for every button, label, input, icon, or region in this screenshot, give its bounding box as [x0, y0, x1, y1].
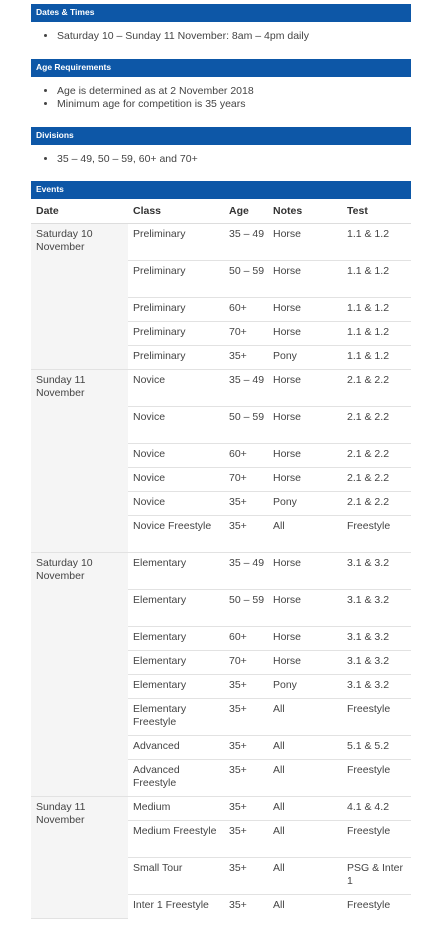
list-item: • Minimum age for competition is 35 years	[57, 98, 411, 111]
test-cell: 2.1 & 2.2	[342, 444, 411, 468]
class-cell: Preliminary	[128, 298, 224, 322]
age-cell: 35+	[224, 760, 268, 797]
test-cell: 1.1 & 1.2	[342, 346, 411, 370]
age-cell: 60+	[224, 444, 268, 468]
age-cell: 35+	[224, 736, 268, 760]
age-section	[31, 59, 411, 119]
test-cell: 3.1 & 3.2	[342, 590, 411, 627]
age-cell: 35+	[224, 797, 268, 821]
class-cell: Elementary	[128, 553, 224, 590]
age-cell: 35 – 49	[224, 224, 268, 261]
test-cell: Freestyle	[342, 895, 411, 919]
list-item: • Saturday 10 – Sunday 11 November: 8am – 4pm daily	[57, 30, 411, 43]
column-header-age: Age	[224, 199, 268, 224]
table-row	[31, 797, 411, 821]
age-cell: 35+	[224, 699, 268, 736]
notes-cell: Horse	[268, 553, 342, 590]
test-cell: 3.1 & 3.2	[342, 553, 411, 590]
class-cell: Preliminary	[128, 322, 224, 346]
age-cell: 70+	[224, 322, 268, 346]
table-row	[31, 553, 411, 590]
column-header-notes: Notes	[268, 199, 342, 224]
column-header-date: Date	[31, 199, 128, 224]
notes-cell: Horse	[268, 370, 342, 407]
age-cell: 50 – 59	[224, 261, 268, 298]
notes-cell: All	[268, 895, 342, 919]
age-list	[31, 77, 411, 119]
age-cell: 60+	[224, 298, 268, 322]
notes-cell: All	[268, 699, 342, 736]
divisions-list	[31, 145, 411, 174]
class-cell: Preliminary	[128, 346, 224, 370]
test-cell: 4.1 & 4.2	[342, 797, 411, 821]
age-cell: 35 – 49	[224, 553, 268, 590]
notes-cell: Horse	[268, 322, 342, 346]
test-cell: PSG & Inter 1	[342, 858, 411, 895]
class-cell: Advanced	[128, 736, 224, 760]
notes-cell: Pony	[268, 346, 342, 370]
notes-cell: All	[268, 516, 342, 553]
test-cell: 1.1 & 1.2	[342, 224, 411, 261]
events-header: Events	[31, 181, 411, 199]
class-cell: Elementary Freestyle	[128, 699, 224, 736]
test-cell: Freestyle	[342, 760, 411, 797]
notes-cell: Pony	[268, 675, 342, 699]
notes-cell: Pony	[268, 492, 342, 516]
events-section	[31, 181, 411, 919]
class-cell: Novice	[128, 492, 224, 516]
age-cell: 35+	[224, 895, 268, 919]
test-cell: 1.1 & 1.2	[342, 261, 411, 298]
class-cell: Elementary	[128, 627, 224, 651]
test-cell: Freestyle	[342, 821, 411, 858]
age-cell: 35+	[224, 821, 268, 858]
notes-cell: All	[268, 736, 342, 760]
test-cell: 3.1 & 3.2	[342, 627, 411, 651]
notes-cell: Horse	[268, 224, 342, 261]
class-cell: Medium	[128, 797, 224, 821]
dates-list	[31, 22, 411, 59]
class-cell: Inter 1 Freestyle	[128, 895, 224, 919]
age-cell: 35+	[224, 492, 268, 516]
dates-header: Dates & Times	[31, 4, 411, 22]
class-cell: Small Tour	[128, 858, 224, 895]
class-cell: Novice	[128, 370, 224, 407]
table-header-row	[31, 199, 411, 224]
age-cell: 35+	[224, 346, 268, 370]
notes-cell: Horse	[268, 261, 342, 298]
age-cell: 60+	[224, 627, 268, 651]
age-cell: 50 – 59	[224, 590, 268, 627]
list-item: • 35 – 49, 50 – 59, 60+ and 70+	[57, 153, 411, 166]
age-cell: 70+	[224, 468, 268, 492]
class-cell: Novice	[128, 468, 224, 492]
class-cell: Novice	[128, 444, 224, 468]
notes-cell: Horse	[268, 407, 342, 444]
class-cell: Preliminary	[128, 224, 224, 261]
notes-cell: All	[268, 821, 342, 858]
notes-cell: Horse	[268, 627, 342, 651]
test-cell: 1.1 & 1.2	[342, 298, 411, 322]
test-cell: 1.1 & 1.2	[342, 322, 411, 346]
class-cell: Medium Freestyle	[128, 821, 224, 858]
test-cell: 2.1 & 2.2	[342, 468, 411, 492]
notes-cell: All	[268, 858, 342, 895]
test-cell: 3.1 & 3.2	[342, 651, 411, 675]
page-content	[31, 4, 411, 919]
age-cell: 70+	[224, 651, 268, 675]
notes-cell: Horse	[268, 468, 342, 492]
class-cell: Elementary	[128, 651, 224, 675]
list-item: • Age is determined as at 2 November 2018	[57, 85, 411, 98]
notes-cell: Horse	[268, 651, 342, 675]
divisions-header: Divisions	[31, 127, 411, 145]
class-cell: Elementary	[128, 590, 224, 627]
column-header-class: Class	[128, 199, 224, 224]
notes-cell: All	[268, 797, 342, 821]
date-cell: Sunday 11 November	[31, 797, 128, 919]
test-cell: 2.1 & 2.2	[342, 370, 411, 407]
table-row	[31, 224, 411, 261]
date-cell: Saturday 10 November	[31, 553, 128, 797]
test-cell: 2.1 & 2.2	[342, 407, 411, 444]
dates-section	[31, 4, 411, 59]
class-cell: Elementary	[128, 675, 224, 699]
test-cell: 3.1 & 3.2	[342, 675, 411, 699]
test-cell: 2.1 & 2.2	[342, 492, 411, 516]
age-cell: 35+	[224, 516, 268, 553]
date-cell: Sunday 11 November	[31, 370, 128, 553]
notes-cell: All	[268, 760, 342, 797]
age-cell: 35+	[224, 858, 268, 895]
age-cell: 50 – 59	[224, 407, 268, 444]
class-cell: Novice Freestyle	[128, 516, 224, 553]
notes-cell: Horse	[268, 298, 342, 322]
test-cell: Freestyle	[342, 516, 411, 553]
events-table	[31, 199, 411, 919]
age-cell: 35 – 49	[224, 370, 268, 407]
class-cell: Preliminary	[128, 261, 224, 298]
class-cell: Novice	[128, 407, 224, 444]
table-row	[31, 370, 411, 407]
notes-cell: Horse	[268, 590, 342, 627]
age-header: Age Requirements	[31, 59, 411, 77]
class-cell: Advanced Freestyle	[128, 760, 224, 797]
test-cell: Freestyle	[342, 699, 411, 736]
column-header-test: Test	[342, 199, 411, 224]
date-cell: Saturday 10 November	[31, 224, 128, 370]
divisions-section	[31, 127, 411, 174]
age-cell: 35+	[224, 675, 268, 699]
test-cell: 5.1 & 5.2	[342, 736, 411, 760]
events-table-body	[31, 224, 411, 919]
notes-cell: Horse	[268, 444, 342, 468]
